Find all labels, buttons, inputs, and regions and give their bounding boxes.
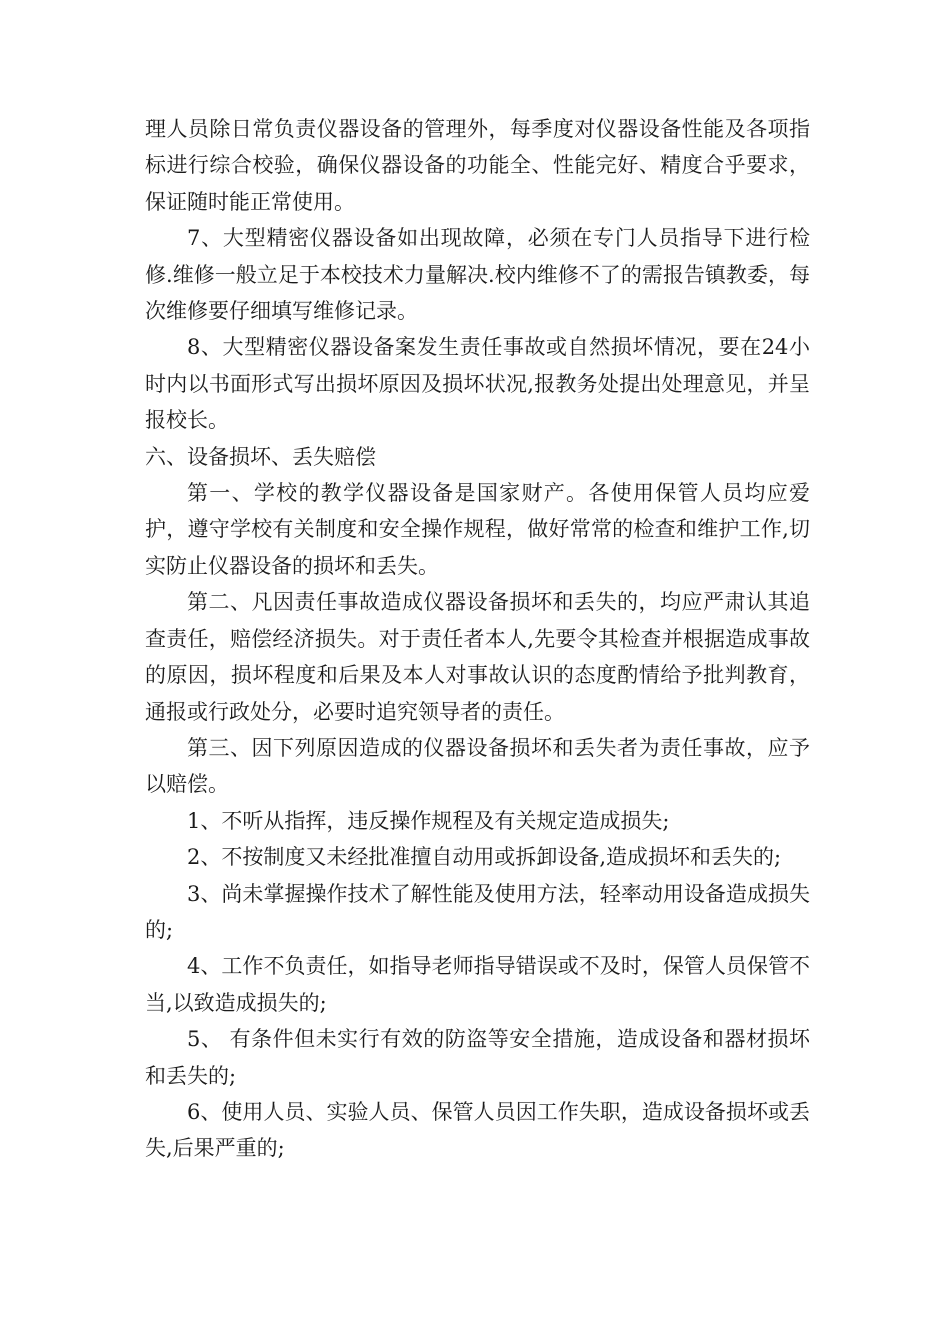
paragraph-article-1: 第一、学校的教学仪器设备是国家财产。各使用保管人员均应爱护，遵守学校有关制度和安全操作规程，做好常常的检查和维护工作,切实防止仪器设备的损坏和丢失。 <box>145 481 810 578</box>
paragraph-item-8: 8、大型精密仪器设备案发生责任事故或自然损坏情况，要在24小时内以书面形式写出损坏原因及损坏状况,报教务处提出处理意见，并呈报校长。 <box>145 335 810 433</box>
list-item-4: 4、工作不负责任，如指导老师指导错误或不及时，保管人员保管不当,以致造成损失的; <box>145 954 810 1015</box>
list-item-6: 6、使用人员、实验人员、保管人员因工作失职，造成设备损坏或丢失,后果严重的; <box>145 1099 810 1161</box>
section-heading: 六、设备损坏、丢失赔偿 <box>145 444 376 469</box>
paragraph-article-3: 第三、因下列原因造成的仪器设备损坏和丢失者为责任事故，应予以赔偿。 <box>145 735 810 797</box>
list-item-2: 2、不按制度又未经批准擅自动用或拆卸设备,造成损坏和丢失的; <box>187 845 782 870</box>
paragraph-continuation: 理人员除日常负责仪器设备的管理外，每季度对仪器设备性能及各项指标进行综合校验，确保仪器设备的功能全、性能完好、精度合乎要求，保证随时能正常使用。 <box>145 117 810 214</box>
list-item-5: 5、 有条件但未实行有效的防盗等安全措施，造成设备和器材损坏和丢失的; <box>145 1027 810 1088</box>
list-item-3: 3、尚未掌握操作技术了解性能及使用方法，轻率动用设备造成损失的; <box>145 881 810 942</box>
list-item-1: 1、不听从指挥，违反操作规程及有关规定造成损失; <box>187 808 670 833</box>
paragraph-item-7: 7、大型精密仪器设备如出现故障，必须在专门人员指导下进行检修.维修一般立足于本校技术力量解决.校内维修不了的需报告镇教委，每次维修要仔细填写维修记录。 <box>145 226 810 324</box>
document-body <box>145 111 810 1167</box>
paragraph-article-2: 第二、凡因责任事故造成仪器设备损坏和丢失的，均应严肃认其追查责任，赔偿经济损失。对于责任者本人,先要令其检查并根据造成事故的原因，损坏程度和后果及本人对事故认识的态度酌情给予批判教育，通报或行政处分，必要时追究领导者的责任。 <box>145 590 810 724</box>
